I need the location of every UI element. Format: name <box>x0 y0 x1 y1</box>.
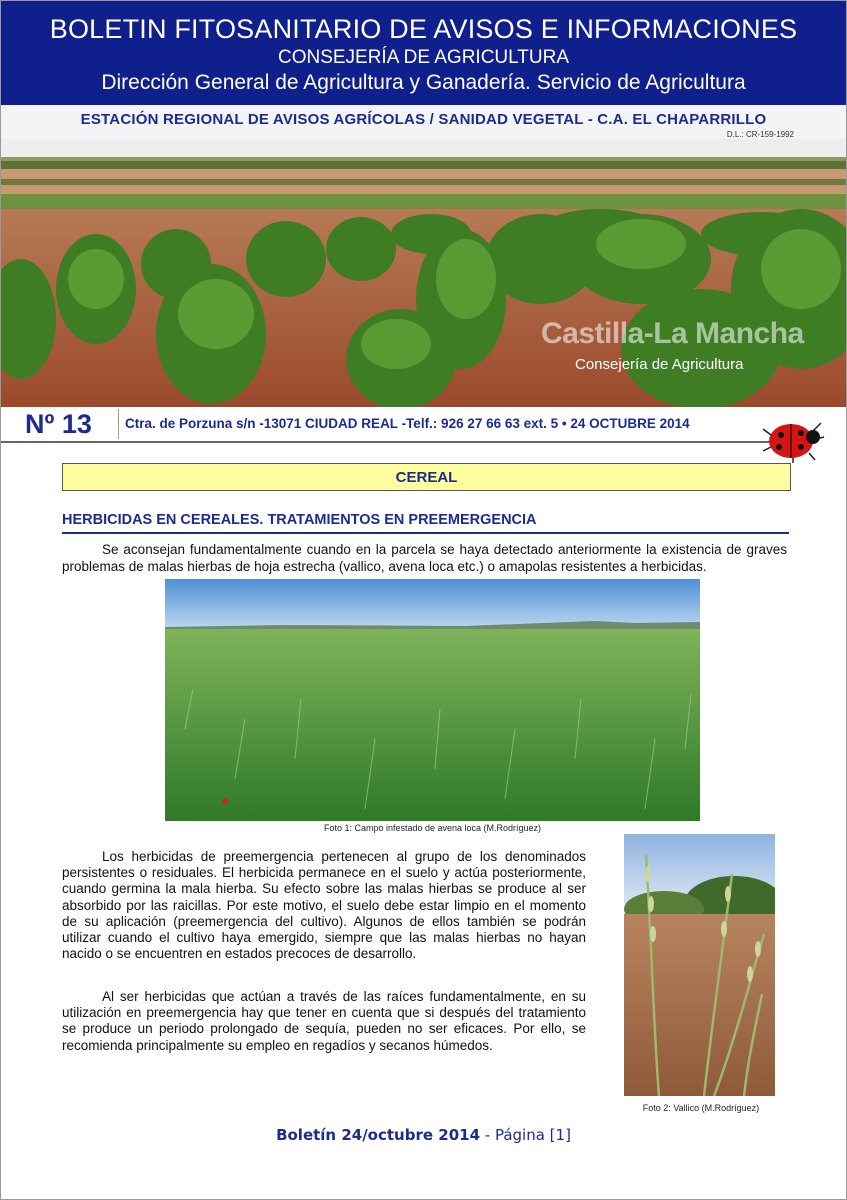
station-name: ESTACIÓN REGIONAL DE AVISOS AGRÍCOLAS / SANIDAD VEGETAL - C.A. EL CHAPARRILLO <box>80 111 767 128</box>
footer-bulletin-date: Boletín 24/octubre 2014 <box>276 1126 481 1144</box>
wild-oat-field-photo <box>165 579 700 821</box>
issue-info-bar <box>1 407 846 443</box>
issue-number: Nº 13 <box>25 409 92 439</box>
castilla-la-mancha-logo: Castilla-La Mancha <box>541 317 804 350</box>
header-rule <box>1 441 791 443</box>
ladybug-icon <box>763 417 825 468</box>
issue-address-date: Ctra. de Porzuna s/n -13071 CIUDAD REAL -Telf.: 926 27 66 63 ext. 5 • 24 OCTUBRE 2014 <box>125 416 690 431</box>
bulletin-title: BOLETIN FITOSANITARIO DE AVISOS E INFORMACIONES <box>49 14 798 44</box>
page-footer <box>1 1126 846 1144</box>
photo-1-caption: Foto 1: Campo infestado de avena loca (M.Rodríguez) <box>323 823 542 833</box>
legal-deposit: D.L.: CR-159-1992 <box>726 130 794 139</box>
directorate-name: Dirección General de Agricultura y Ganadería. Servicio de Agricultura <box>101 71 746 94</box>
ministry-name: CONSEJERÍA DE AGRICULTURA <box>277 47 570 68</box>
divider <box>118 409 119 439</box>
paragraph-2: Los herbicidas de preemergencia pertenecen al grupo de los denominados persistentes o residuales. El herbicida permanece en el suelo y actúa posteriormente, cuando germina la mala hierba. Su efecto sobre las malas hierbas se produce al ser absorbido por las raicillas. Por este motivo, el suelo debe estar limpio en el momento de su aplicación (preemergencia del cultivo). Algunos de ellos también se podrán utilizar cuando el cultivo haya emergido, siempre que las malas hierbas no hayan nacido o se encuentren en estados precoces de desarrollo. <box>62 849 586 962</box>
section-title: CEREAL <box>62 463 791 491</box>
footer-page-number: - Página [1] <box>480 1126 571 1144</box>
heading-rule <box>62 532 789 534</box>
photo-2-caption: Foto 2: Vallico (M.Rodríguez) <box>642 1103 760 1113</box>
paragraph-3: Al ser herbicidas que actúan a través de las raíces fundamentalmente, en su utilización en preemergencia hay que tener en cuenta que si después del tratamiento se produce un periodo prolongado de sequía, pueden no ser eficaces. Por ello, se recomienda principalmente su empleo en regadíos y secanos húmedos. <box>62 989 586 1053</box>
article-heading: HERBICIDAS EN CEREALES. TRATAMIENTOS EN PREEMERGENCIA <box>62 512 537 528</box>
logo-subtitle: Consejería de Agricultura <box>575 356 744 373</box>
header-banner <box>1 1 846 105</box>
paragraph-1: Se aconsejan fundamentalmente cuando en la parcela se haya detectado anteriormente la existencia de graves problemas de malas hierbas de hoja estrecha (vallico, avena loca etc.) o amapolas resistentes a herbicidas. <box>62 542 787 574</box>
ryegrass-photo <box>624 834 775 1096</box>
